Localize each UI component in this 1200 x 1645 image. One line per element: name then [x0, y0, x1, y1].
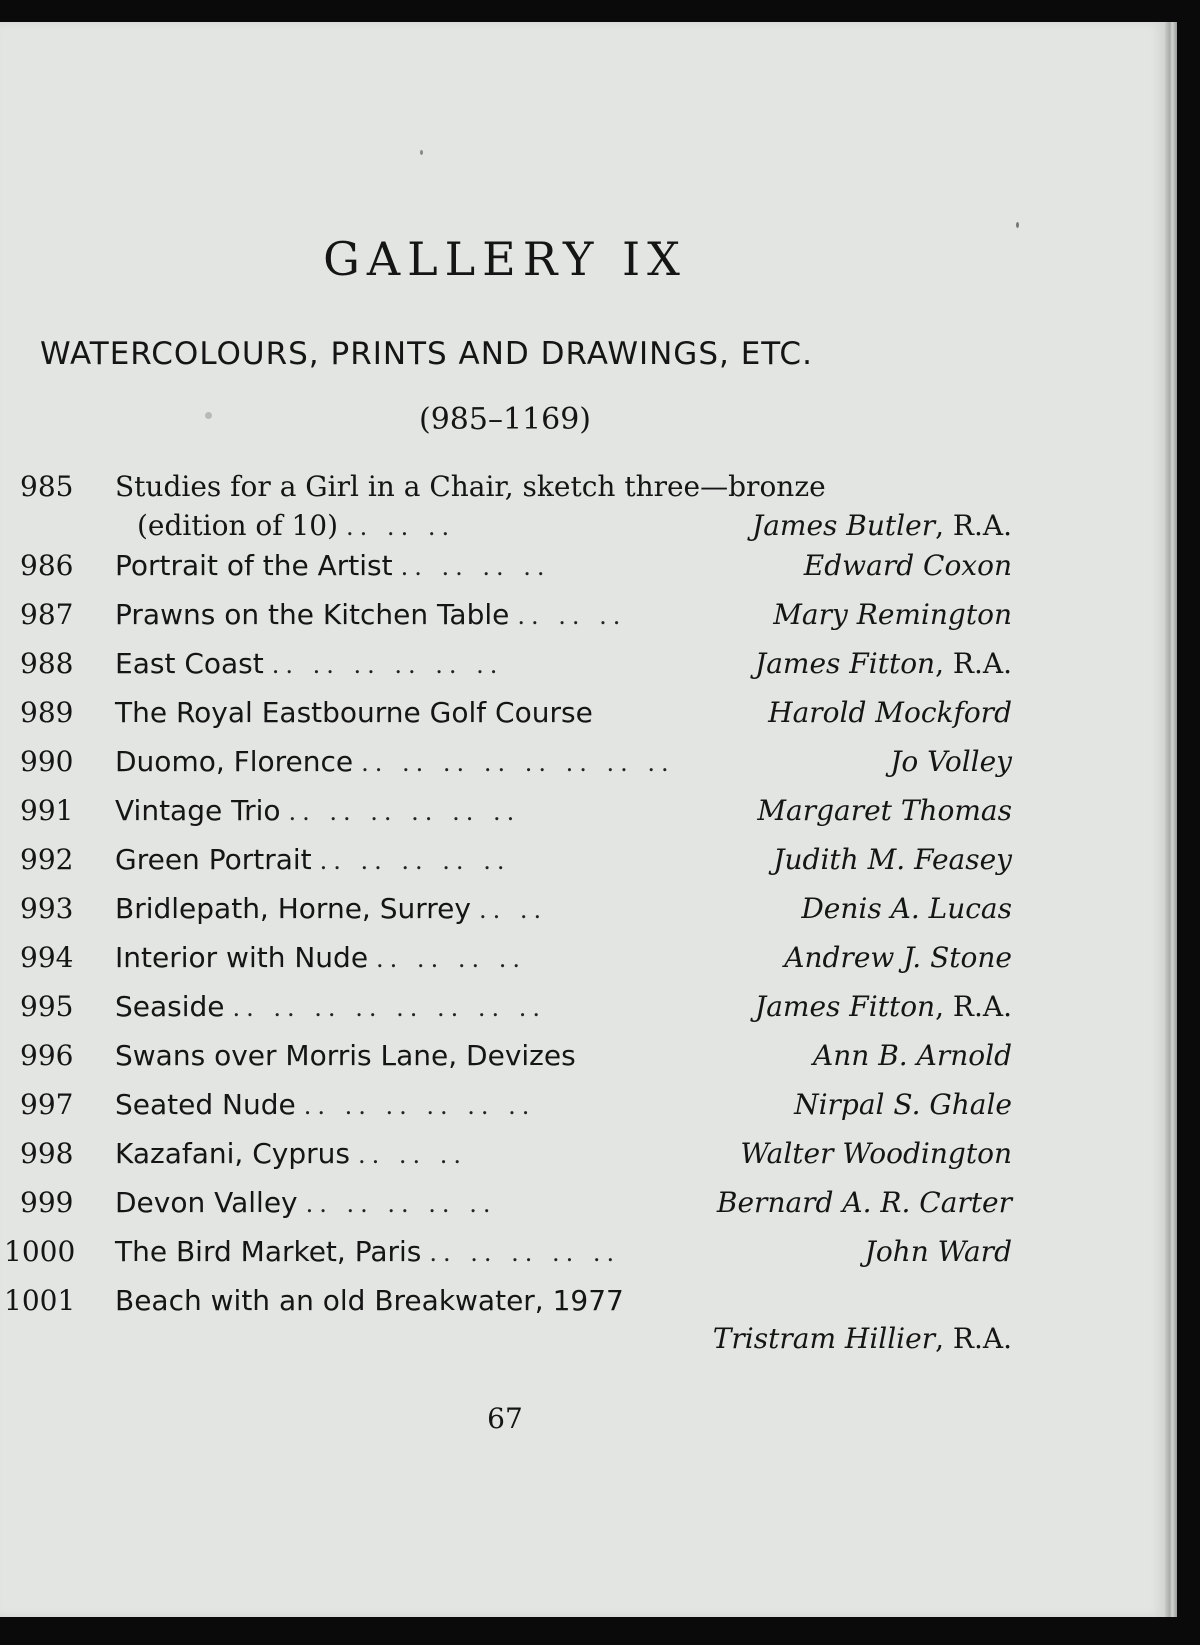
- entry-title-continuation: (edition of 10): [137, 509, 339, 542]
- entry-title: The Royal Eastbourne Golf Course: [115, 696, 593, 729]
- entry-title: Studies for a Girl in a Chair, sketch three—bronze: [115, 470, 826, 503]
- gallery-title: GALLERY IX: [323, 232, 687, 286]
- entry-title: Vintage Trio: [115, 794, 281, 827]
- leader-dots: .. .. .. ..: [376, 945, 526, 973]
- leader-dots: .. ..: [478, 896, 548, 924]
- entry-artist: Mary Remington: [773, 598, 1012, 631]
- entry-artist: Judith M. Feasey: [773, 843, 1012, 876]
- catalogue-entry: [0, 1088, 1012, 1137]
- entry-title: Portrait of the Artist: [115, 549, 393, 582]
- entry-title: Beach with an old Breakwater, 1977: [115, 1284, 624, 1317]
- leader-dots: .. .. .. .. .. .. .. ..: [361, 749, 675, 777]
- paper-speck: [205, 412, 212, 419]
- entry-artist: Ann B. Arnold: [813, 1039, 1012, 1072]
- leader-dots: .. .. .. ..: [400, 553, 551, 581]
- catalogue-entry: [0, 1235, 1012, 1284]
- leader-dots: .. .. ..: [517, 602, 627, 630]
- paper-speck: [420, 150, 423, 155]
- catalogue-entry: [0, 745, 1012, 794]
- entry-number: 988: [20, 647, 74, 680]
- entry-artist: Tristram Hillier, R.A.: [712, 1322, 1012, 1355]
- leader-dots: .. .. .. .. ..: [305, 1190, 497, 1218]
- catalogue-entry: [0, 1039, 1012, 1088]
- leader-dots: .. .. .. .. .. .. .. ..: [232, 994, 546, 1022]
- entry-number: 986: [20, 549, 74, 582]
- entry-number: 989: [20, 696, 74, 729]
- entry-artist: Andrew J. Stone: [784, 941, 1012, 974]
- leader-dots: .. .. .. .. .. ..: [303, 1092, 536, 1120]
- entry-title: The Bird Market, Paris: [115, 1235, 422, 1268]
- section-subtitle: WATERCOLOURS, PRINTS AND DRAWINGS, ETC.: [40, 336, 813, 372]
- catalogue-list: [0, 470, 1012, 1365]
- entry-number: 990: [20, 745, 74, 778]
- entry-number: 1000: [4, 1235, 76, 1268]
- catalogue-range: (985–1169): [418, 402, 592, 437]
- page-edge: [1165, 22, 1177, 1617]
- entry-number: 998: [20, 1137, 74, 1170]
- entry-number: 1001: [4, 1284, 76, 1317]
- leader-dots: .. .. .. .. ..: [319, 847, 511, 875]
- entry-artist: James Fitton, R.A.: [755, 990, 1012, 1023]
- leader-dots: .. .. ..: [346, 513, 456, 541]
- entry-number: 985: [20, 470, 74, 503]
- entry-number: 996: [20, 1039, 74, 1072]
- catalogue-entry: [0, 941, 1012, 990]
- entry-title: Swans over Morris Lane, Devizes: [115, 1039, 576, 1072]
- leader-dots: .. .. .. .. .. ..: [288, 798, 521, 826]
- catalogue-entry: [0, 470, 1012, 549]
- entry-number: 995: [20, 990, 74, 1023]
- entry-artist: James Fitton, R.A.: [755, 647, 1012, 680]
- paper-speck: [1016, 222, 1019, 228]
- entry-title: Seated Nude: [115, 1088, 296, 1121]
- entry-artist: Denis A. Lucas: [801, 892, 1012, 925]
- entry-number: 994: [20, 941, 74, 974]
- entry-number: 987: [20, 598, 74, 631]
- leader-dots: .. .. ..: [357, 1141, 467, 1169]
- catalogue-entry: [0, 1137, 1012, 1186]
- entry-title: Green Portrait: [115, 843, 312, 876]
- catalogue-entry: [0, 696, 1012, 745]
- entry-title: Devon Valley: [115, 1186, 298, 1219]
- leader-dots: .. .. .. .. ..: [429, 1239, 621, 1267]
- entry-title: Interior with Nude: [115, 941, 369, 974]
- entry-title: Seaside: [115, 990, 225, 1023]
- entry-artist: John Ward: [864, 1235, 1012, 1268]
- catalogue-entry: [0, 1284, 1012, 1365]
- leader-dots: .. .. .. .. .. ..: [271, 651, 504, 679]
- entry-title: Kazafani, Cyprus: [115, 1137, 350, 1170]
- entry-title: Bridlepath, Horne, Surrey: [115, 892, 471, 925]
- entry-number: 992: [20, 843, 74, 876]
- entry-title: Duomo, Florence: [115, 745, 354, 778]
- entry-artist: Harold Mockford: [768, 696, 1012, 729]
- catalogue-entry: [0, 1186, 1012, 1235]
- entry-title: East Coast: [115, 647, 264, 680]
- catalogue-entry: [0, 549, 1012, 598]
- entry-artist: James Butler, R.A.: [752, 509, 1012, 542]
- catalogue-entry: [0, 647, 1012, 696]
- entry-artist: Margaret Thomas: [757, 794, 1012, 827]
- catalogue-entry: [0, 843, 1012, 892]
- catalogue-entry: [0, 990, 1012, 1039]
- entry-number: 991: [20, 794, 74, 827]
- entry-number: 997: [20, 1088, 74, 1121]
- entry-title: Prawns on the Kitchen Table: [115, 598, 510, 631]
- entry-number: 993: [20, 892, 74, 925]
- entry-artist: Jo Volley: [890, 745, 1012, 778]
- entry-number: 999: [20, 1186, 74, 1219]
- entry-artist: Edward Coxon: [803, 549, 1012, 582]
- page-number: 67: [487, 1402, 523, 1435]
- entry-artist: Bernard A. R. Carter: [716, 1186, 1012, 1219]
- entry-artist: Walter Woodington: [740, 1137, 1012, 1170]
- catalogue-entry: [0, 794, 1012, 843]
- catalogue-entry: [0, 892, 1012, 941]
- catalogue-entry: [0, 598, 1012, 647]
- entry-artist: Nirpal S. Ghale: [794, 1088, 1012, 1121]
